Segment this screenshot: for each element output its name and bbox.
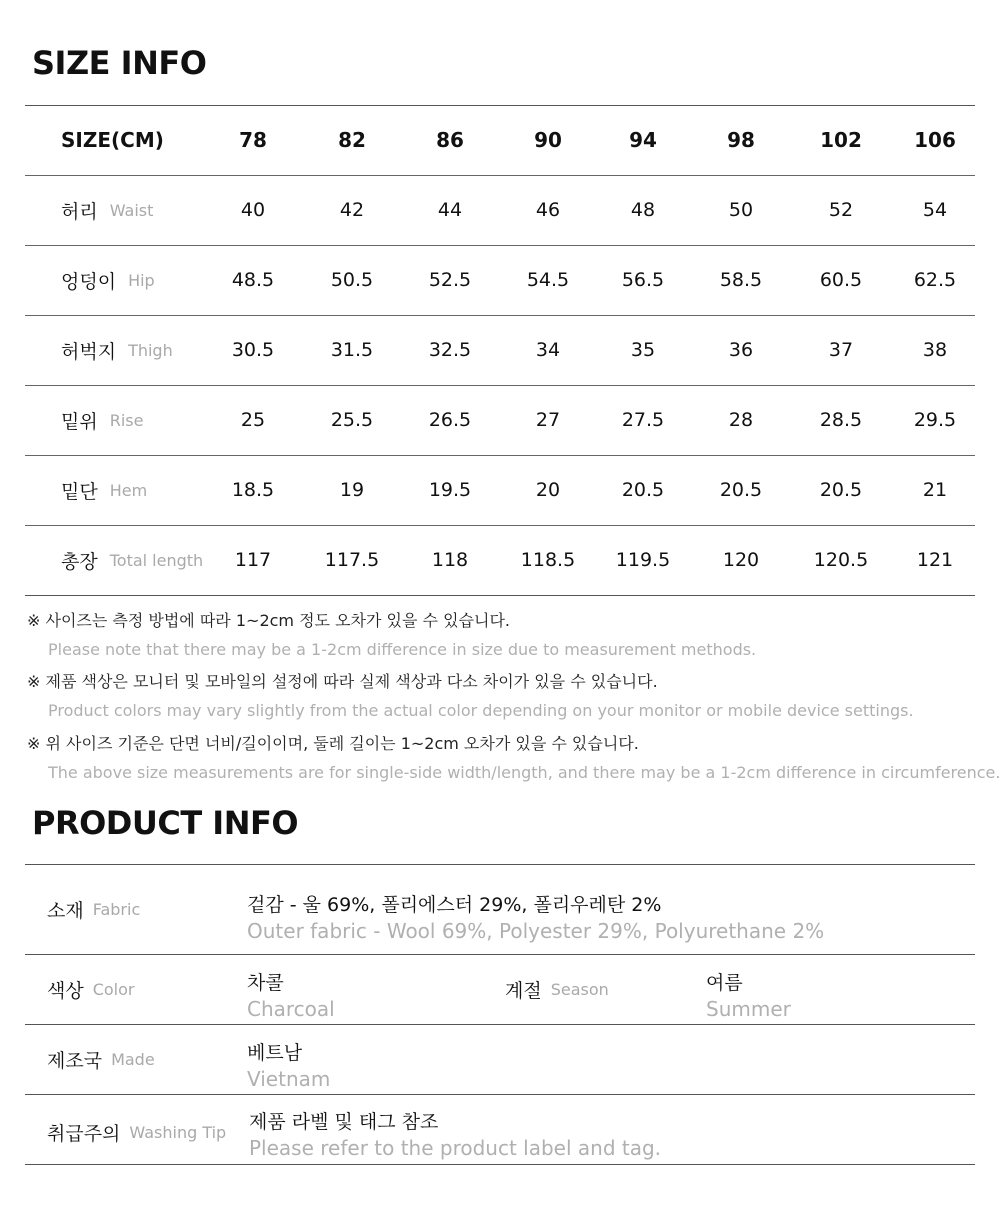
color-label [47,954,135,1024]
measurement-label [61,245,155,315]
measurement-label-en: Waist [109,200,154,220]
washing-label [47,1094,226,1170]
measurement-label-ko: 밑단 [61,480,98,503]
size-header-cell: 106 [914,128,956,152]
fabric-value-ko: 겉감 - 울 69%, 폴리에스터 29%, 폴리우레탄 2% [247,894,662,916]
measurement-label-en: Hip [128,270,155,290]
measurement-cell: 28.5 [819,409,863,431]
fabric-label [47,864,140,954]
size-header-cell: 102 [820,128,862,152]
measurement-cell: 58.5 [719,269,763,291]
note-english: The above size measurements are for single-side width/length, and there may be a 1-2cm difference in circumference. [48,763,1000,782]
fabric-row [25,864,975,954]
measurement-cell: 50.5 [330,269,374,291]
size-header-cell: 86 [436,128,464,152]
measurement-cell: 19.5 [428,479,472,501]
measurement-cell: 117.5 [324,549,380,571]
season-value-ko: 여름 [706,972,743,994]
size-header-cell: 90 [534,128,562,152]
measurement-cell: 38 [922,339,948,361]
season-label-ko: 계절 [505,979,542,1002]
measurement-cell: 52.5 [428,269,472,291]
season-value-en: Summer [706,997,791,1021]
washing-label-ko: 취급주의 [47,1122,121,1145]
measurement-label [61,175,153,245]
size-header-cell: 78 [239,128,267,152]
size-header-label [61,105,164,175]
measurement-cell: 26.5 [428,409,472,431]
washing-value-ko: 제품 라벨 및 태그 참조 [249,1111,439,1133]
made-label [47,1024,155,1094]
measurement-cell: 50 [728,199,754,221]
measurement-cell: 32.5 [428,339,472,361]
size-info-title: SIZE INFO [32,44,207,82]
size-header-row [25,105,975,175]
measurement-cell: 29.5 [913,409,957,431]
measurement-label-ko: 허벅지 [61,340,117,363]
measurement-cell: 19 [339,479,365,501]
note-korean: ※ 제품 색상은 모니터 및 모바일의 설정에 따라 실제 색상과 다소 차이가 있을 수 있습니다. [27,672,658,691]
color-season-row [25,954,975,1024]
measurement-label-ko: 엉덩이 [61,270,117,293]
made-label-en: Made [111,1049,155,1069]
measurement-cell: 20 [535,479,561,501]
measurement-cell: 44 [437,199,463,221]
size-row [25,455,975,525]
size-header-cell: 82 [338,128,366,152]
color-label-en: Color [92,979,135,999]
washing-row [25,1094,975,1164]
measurement-cell: 117 [234,549,272,571]
size-header-cell: 98 [727,128,755,152]
measurement-cell: 31.5 [330,339,374,361]
size-row [25,525,975,595]
measurement-cell: 118 [431,549,469,571]
size-unit-label: SIZE(CM) [61,128,164,152]
measurement-cell: 30.5 [231,339,275,361]
measurement-cell: 120.5 [813,549,869,571]
size-row [25,175,975,245]
color-value-ko: 차콜 [247,972,284,994]
made-label-ko: 제조국 [47,1049,103,1072]
measurement-cell: 20.5 [819,479,863,501]
measurement-note [27,731,1000,782]
color-label-ko: 색상 [47,979,84,1002]
measurement-cell: 48.5 [231,269,275,291]
table-divider [25,595,975,596]
measurement-cell: 27.5 [621,409,665,431]
measurement-cell: 37 [828,339,854,361]
fabric-value [247,890,824,943]
washing-value-en: Please refer to the product label and tag. [249,1136,662,1160]
measurement-label-en: Thigh [128,340,173,360]
season-label [505,954,609,1024]
washing-label-en: Washing Tip [129,1122,227,1142]
measurement-cell: 56.5 [621,269,665,291]
size-header-cell: 94 [629,128,657,152]
fabric-value-en: Outer fabric - Wool 69%, Polyester 29%, Polyurethane 2% [247,919,825,943]
measurement-label [61,455,147,525]
measurement-cell: 60.5 [819,269,863,291]
measurement-cell: 121 [916,549,954,571]
note-korean: ※ 위 사이즈 기준은 단면 너비/길이이며, 둘레 길이는 1~2cm 오차가 있을 수 있습니다. [27,734,639,753]
measurement-cell: 119.5 [615,549,671,571]
measurement-cell: 28 [728,409,754,431]
color-value-en: Charcoal [247,997,335,1021]
color-value [247,968,335,1021]
measurement-cell: 62.5 [913,269,957,291]
measurement-cell: 18.5 [231,479,275,501]
size-note [27,608,756,659]
measurement-cell: 42 [339,199,365,221]
color-note [27,669,914,720]
measurement-cell: 36 [728,339,754,361]
fabric-label-en: Fabric [92,899,141,919]
size-row [25,385,975,455]
fabric-label-ko: 소재 [47,899,84,922]
measurement-cell: 40 [240,199,266,221]
made-value-ko: 베트남 [247,1042,303,1064]
measurement-cell: 118.5 [520,549,576,571]
measurement-label-en: Hem [109,480,148,500]
season-label-en: Season [550,979,609,999]
product-info-title: PRODUCT INFO [32,804,299,842]
measurement-cell: 20.5 [719,479,763,501]
size-row [25,315,975,385]
measurement-cell: 46 [535,199,561,221]
measurement-cell: 25.5 [330,409,374,431]
size-row [25,245,975,315]
measurement-cell: 48 [630,199,656,221]
made-value [247,1038,330,1091]
measurement-label-ko: 허리 [61,200,98,223]
made-value-en: Vietnam [247,1067,331,1091]
washing-value [249,1107,661,1160]
measurement-cell: 20.5 [621,479,665,501]
measurement-label [61,385,143,455]
measurement-cell: 25 [240,409,266,431]
note-korean: ※ 사이즈는 측정 방법에 따라 1~2cm 정도 오차가 있을 수 있습니다. [27,611,510,630]
measurement-label-en: Rise [109,410,144,430]
measurement-cell: 34 [535,339,561,361]
season-value [706,968,791,1021]
measurement-label-en: Total length [109,550,204,570]
measurement-cell: 21 [922,479,948,501]
measurement-label-ko: 밑위 [61,410,98,433]
measurement-cell: 120 [722,549,760,571]
note-english: Please note that there may be a 1-2cm difference in size due to measurement methods. [48,640,757,659]
measurement-cell: 52 [828,199,854,221]
measurement-cell: 35 [630,339,656,361]
measurement-label-ko: 총장 [61,550,98,573]
measurement-label [61,525,203,595]
measurement-cell: 54 [922,199,948,221]
measurement-label [61,315,173,385]
made-row [25,1024,975,1094]
measurement-cell: 54.5 [526,269,570,291]
measurement-cell: 27 [535,409,561,431]
note-english: Product colors may vary slightly from the actual color depending on your monitor or mobile device settings. [48,701,914,720]
